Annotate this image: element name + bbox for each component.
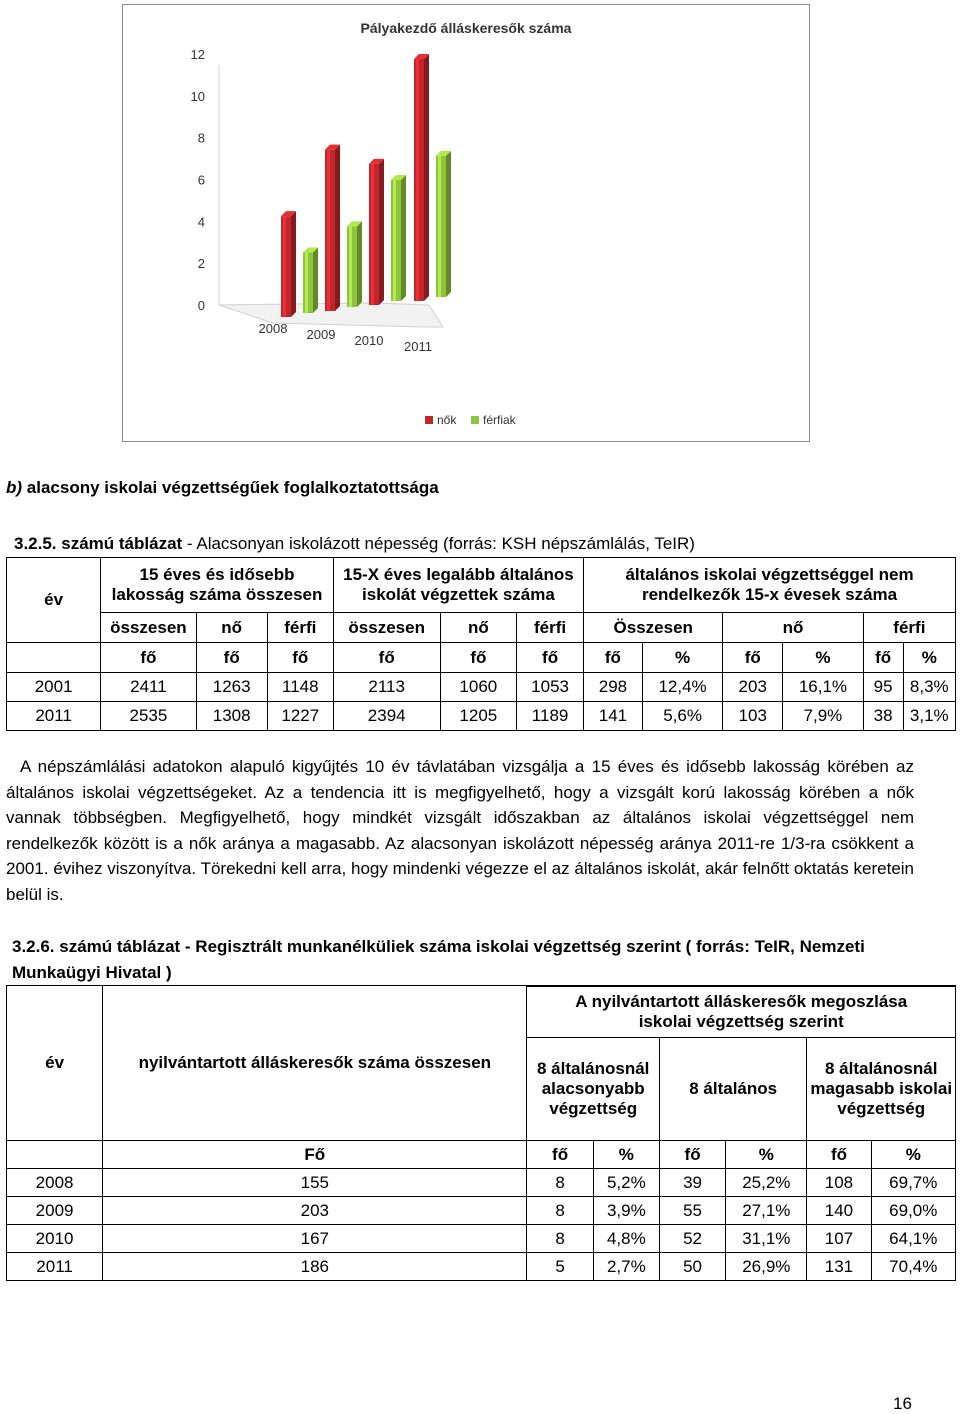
cell: 2411 bbox=[101, 673, 196, 702]
unit-cell-empty bbox=[7, 1141, 103, 1169]
col-ev: év bbox=[7, 558, 101, 643]
cell: 3,9% bbox=[593, 1197, 659, 1225]
cell: 1308 bbox=[196, 702, 267, 731]
cell: 38 bbox=[863, 702, 903, 731]
cell: 5 bbox=[527, 1253, 593, 1281]
cell: 55 bbox=[659, 1197, 725, 1225]
cell: 4,8% bbox=[593, 1225, 659, 1253]
bar-nők-2008 bbox=[281, 211, 296, 317]
cell: 31,1% bbox=[726, 1225, 807, 1253]
cell: 8 bbox=[527, 1197, 593, 1225]
table1-caption-num: 3.2.5. számú táblázat bbox=[14, 534, 183, 553]
cell: 2535 bbox=[101, 702, 196, 731]
y-tick-label: 4 bbox=[197, 214, 205, 230]
cell: 52 bbox=[659, 1225, 725, 1253]
cell: 1189 bbox=[517, 702, 584, 731]
y-tick-label: 0 bbox=[197, 298, 205, 313]
legend-swatch bbox=[425, 416, 433, 424]
population-table bbox=[6, 557, 956, 731]
cell: 2009 bbox=[7, 1197, 103, 1225]
cell: 1060 bbox=[440, 673, 516, 702]
x-tick-label: 2011 bbox=[404, 339, 432, 354]
unit-cell: % bbox=[593, 1141, 659, 1169]
cell: 39 bbox=[659, 1169, 725, 1197]
table-row bbox=[7, 1253, 956, 1281]
cell: 5,6% bbox=[642, 702, 723, 731]
unit-cell: fő bbox=[584, 643, 643, 673]
sub-header: Összesen bbox=[584, 613, 723, 643]
table-row bbox=[7, 1169, 956, 1197]
sub-header: férfi bbox=[517, 613, 584, 643]
bar-chart bbox=[123, 5, 809, 441]
cell: 3,1% bbox=[903, 702, 955, 731]
sub-header: nő bbox=[196, 613, 267, 643]
sub-header: nő bbox=[440, 613, 516, 643]
cell: 131 bbox=[807, 1253, 871, 1281]
group-header-3: általános iskolai végzettséggel nem rendelkezők 15-x évesek száma bbox=[584, 558, 956, 613]
sub-header: férfi bbox=[267, 613, 333, 643]
bar-férfiak-2008 bbox=[303, 248, 318, 314]
table1-caption-text: - Alacsonyan iskolázott népesség (forrás: KSH népszámlálás, TeIR) bbox=[182, 534, 695, 553]
page-number: 16 bbox=[893, 1394, 912, 1413]
y-tick-label: 6 bbox=[197, 172, 205, 188]
section-heading bbox=[6, 478, 439, 498]
cell: 8,3% bbox=[903, 673, 955, 702]
y-tick-label: 10 bbox=[190, 88, 205, 104]
cell: 2,7% bbox=[593, 1253, 659, 1281]
unit-cell: fő bbox=[517, 643, 584, 673]
y-tick-label: 8 bbox=[197, 130, 205, 146]
cell: 2010 bbox=[7, 1225, 103, 1253]
unit-cell: fő bbox=[196, 643, 267, 673]
unit-cell: fő bbox=[333, 643, 440, 673]
col-ev: év bbox=[7, 986, 103, 1141]
bar-férfiak-2011 bbox=[436, 151, 451, 297]
cell: 103 bbox=[723, 702, 783, 731]
col-total: nyilvántartott álláskeresők száma összesen bbox=[103, 986, 527, 1141]
cell: 7,9% bbox=[783, 702, 864, 731]
group-header-2: 15-X éves legalább általános iskolát végzettek száma bbox=[333, 558, 583, 613]
cell: 69,0% bbox=[871, 1197, 955, 1225]
table-row bbox=[7, 1197, 956, 1225]
table2-caption: 3.2.6. számú táblázat - Regisztrált munkanélküliek száma iskolai végzettség szerint ( forrás: TeIR, Nemzeti Munkaügyi Hivatal ) bbox=[12, 937, 865, 982]
unit-cell-empty bbox=[7, 643, 101, 673]
cell: 2394 bbox=[333, 702, 440, 731]
cell: 298 bbox=[584, 673, 643, 702]
cell: 141 bbox=[584, 702, 643, 731]
cell: 5,2% bbox=[593, 1169, 659, 1197]
cell: 140 bbox=[807, 1197, 871, 1225]
sub-header: 8 általánosnál alacsonyabb végzettség bbox=[527, 1038, 660, 1141]
cell: 25,2% bbox=[726, 1169, 807, 1197]
unit-cell: Fő bbox=[103, 1141, 527, 1169]
legend-entry: nők bbox=[437, 413, 457, 427]
sub-header: férfi bbox=[863, 613, 955, 643]
cell: 2011 bbox=[7, 702, 101, 731]
chart-frame bbox=[122, 4, 810, 442]
y-tick-label: 12 bbox=[190, 47, 205, 62]
unit-cell: fő bbox=[267, 643, 333, 673]
table-row bbox=[7, 1225, 956, 1253]
x-tick-label: 2008 bbox=[258, 321, 288, 336]
unit-cell: fő bbox=[863, 643, 903, 673]
bar-nők-2009 bbox=[325, 145, 340, 311]
table1-caption bbox=[14, 534, 695, 554]
cell: 2113 bbox=[333, 673, 440, 702]
cell: 107 bbox=[807, 1225, 871, 1253]
x-tick-label: 2009 bbox=[306, 327, 336, 342]
unit-cell: % bbox=[903, 643, 955, 673]
sub-header: 8 általánosnál magasabb iskolai végzettség bbox=[807, 1038, 956, 1141]
unit-cell: % bbox=[642, 643, 723, 673]
sub-header: nő bbox=[723, 613, 863, 643]
unit-cell: fő bbox=[723, 643, 783, 673]
unit-cell: fő bbox=[440, 643, 516, 673]
unit-cell: % bbox=[783, 643, 864, 673]
cell: 1227 bbox=[267, 702, 333, 731]
cell: 186 bbox=[103, 1253, 527, 1281]
unit-cell: % bbox=[726, 1141, 807, 1169]
cell: 203 bbox=[723, 673, 783, 702]
group-header: A nyilvántartott álláskeresők megoszlása iskolai végzettség szerint bbox=[527, 987, 956, 1038]
unit-cell: % bbox=[871, 1141, 955, 1169]
unit-cell: fő bbox=[659, 1141, 725, 1169]
unit-cell: fő bbox=[807, 1141, 871, 1169]
cell: 1205 bbox=[440, 702, 516, 731]
cell: 26,9% bbox=[726, 1253, 807, 1281]
cell: 2001 bbox=[7, 673, 101, 702]
cell: 8 bbox=[527, 1225, 593, 1253]
cell: 16,1% bbox=[783, 673, 864, 702]
cell: 1148 bbox=[267, 673, 333, 702]
cell: 108 bbox=[807, 1169, 871, 1197]
unit-cell: fő bbox=[527, 1141, 593, 1169]
cell: 27,1% bbox=[726, 1197, 807, 1225]
section-label: b) bbox=[6, 478, 23, 497]
cell: 2008 bbox=[7, 1169, 103, 1197]
cell: 8 bbox=[527, 1169, 593, 1197]
cell: 1053 bbox=[517, 673, 584, 702]
x-tick-label: 2010 bbox=[354, 333, 384, 348]
unemployed-table bbox=[6, 985, 956, 1281]
body-paragraph: A népszámlálási adatokon alapuló kigyűjtés 10 év távlatában vizsgálja a 15 éves és idősebb lakosság körében az általános iskolai végzettségeket. Az a tendencia itt is megfigyelhető, hogy a vizsgált korú lakosság körében a nők vannak többségben. Megfigyelhető, hogy mindkét vizsgált időszakban az általános iskolai végzettséggel nem rendelkezők között is a nők aránya a magasabb. Az alacsonyan iskolázott népesség aránya 2011-re 1/3-ra csökkent a 2001. évihez viszonyítva. Törekedni kell arra, hogy mindenki végezze el az általános iskolát, akár felnőtt oktatás keretein belül is. bbox=[6, 757, 914, 904]
bar-férfiak-2010 bbox=[391, 175, 406, 301]
legend-swatch bbox=[471, 416, 479, 424]
cell: 12,4% bbox=[642, 673, 723, 702]
unit-cell: fő bbox=[101, 643, 196, 673]
cell: 95 bbox=[863, 673, 903, 702]
bar-férfiak-2009 bbox=[347, 221, 362, 307]
bar-nők-2011 bbox=[414, 54, 429, 301]
sub-header: összesen bbox=[333, 613, 440, 643]
cell: 64,1% bbox=[871, 1225, 955, 1253]
sub-header: összesen bbox=[101, 613, 196, 643]
table-row bbox=[7, 702, 956, 731]
cell: 155 bbox=[103, 1169, 527, 1197]
cell: 167 bbox=[103, 1225, 527, 1253]
y-tick-label: 2 bbox=[197, 256, 205, 272]
cell: 203 bbox=[103, 1197, 527, 1225]
cell: 1263 bbox=[196, 673, 267, 702]
section-title: alacsony iskolai végzettségűek foglalkoztatottsága bbox=[26, 478, 439, 497]
cell: 69,7% bbox=[871, 1169, 955, 1197]
cell: 2011 bbox=[7, 1253, 103, 1281]
cell: 50 bbox=[659, 1253, 725, 1281]
sub-header: 8 általános bbox=[659, 1038, 806, 1141]
cell: 70,4% bbox=[871, 1253, 955, 1281]
bar-nők-2010 bbox=[369, 159, 384, 305]
chart-title: Pályakezdő álláskeresők száma bbox=[360, 20, 572, 36]
table-row bbox=[7, 673, 956, 702]
legend-entry: férfiak bbox=[483, 413, 516, 427]
group-header-1: 15 éves és idősebb lakosság száma összesen bbox=[101, 558, 334, 613]
